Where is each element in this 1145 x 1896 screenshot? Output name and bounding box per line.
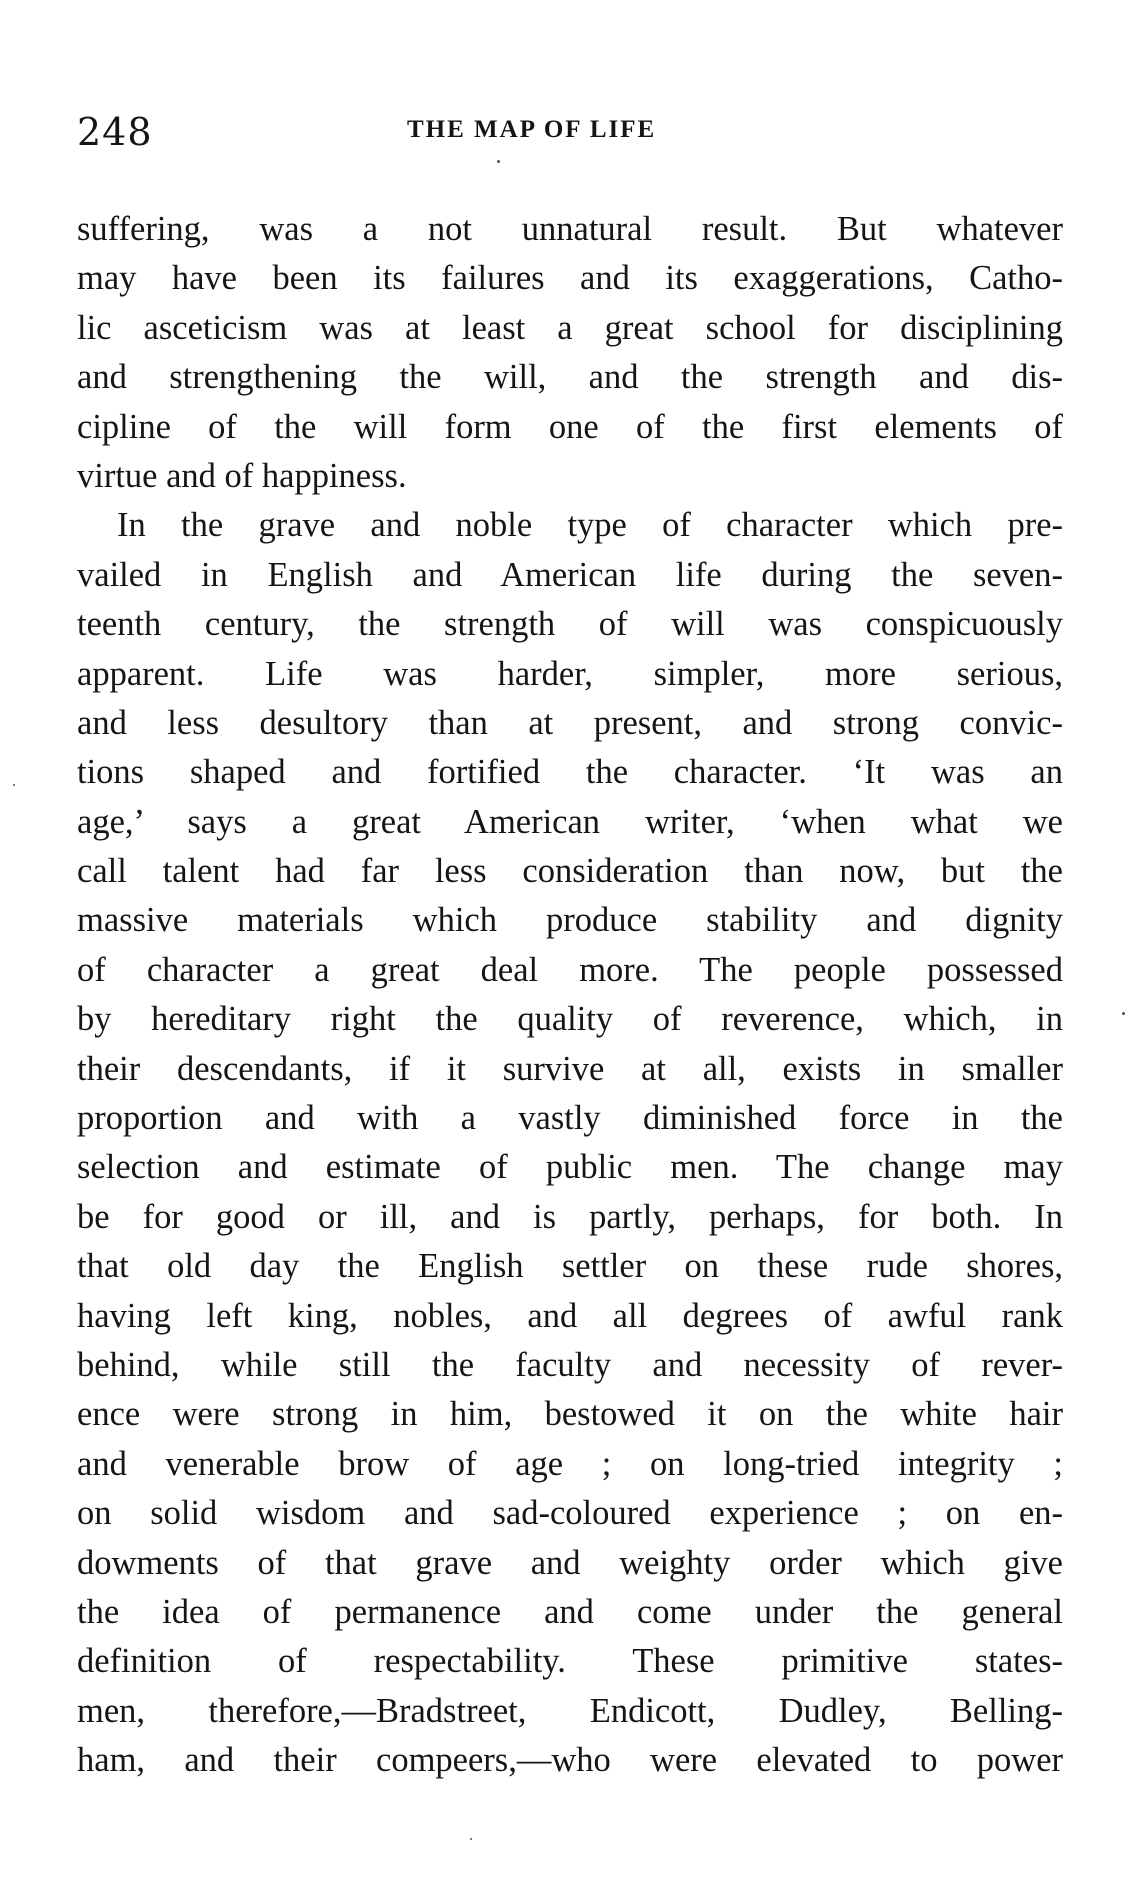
text-line: age,’ says a great American writer, ‘when what we <box>77 802 1063 841</box>
paper-speck <box>470 1838 472 1840</box>
text-line: and less desultory than at present, and strong convic- <box>77 703 1063 742</box>
text-line: virtue and of happiness. <box>77 456 407 495</box>
text-line: teenth century, the strength of will was conspicuously <box>77 605 1063 644</box>
text-line: by hereditary right the quality of reverence, which, in <box>77 1000 1063 1039</box>
text-line: the idea of permanence and come under the general <box>77 1592 1063 1631</box>
text-line: call talent had far less consideration than now, but the <box>77 852 1063 891</box>
running-head: THE MAP OF LIFE <box>407 116 657 143</box>
text-line: behind, while still the faculty and necessity of rever- <box>77 1345 1063 1384</box>
text-line: lic asceticism was at least a great school for disciplining <box>77 308 1063 347</box>
body-text <box>77 205 1063 1786</box>
text-line: selection and estimate of public men. The change may <box>77 1148 1063 1187</box>
text-line: their descendants, if it survive at all, exists in smaller <box>77 1049 1063 1088</box>
page-number: 248 <box>77 110 153 154</box>
text-line: definition of respectability. These primitive states- <box>77 1642 1063 1681</box>
text-line: vailed in English and American life during the seven- <box>77 555 1063 594</box>
text-line: may have been its failures and its exaggerations, Catho- <box>77 259 1063 298</box>
paper-speck <box>1122 1012 1125 1015</box>
text-line: cipline of the will form one of the first elements of <box>77 407 1063 446</box>
text-line: ham, and their compeers,—who were elevated to power <box>77 1741 1063 1780</box>
text-line: that old day the English settler on these rude shores, <box>77 1247 1063 1286</box>
text-line: of character a great deal more. The people possessed <box>77 950 1063 989</box>
text-line: and venerable brow of age ; on long-tried integrity ; <box>77 1444 1063 1483</box>
text-line: ence were strong in him, bestowed it on the white hair <box>77 1395 1063 1434</box>
paper-speck <box>497 160 500 163</box>
text-line: on solid wisdom and sad-coloured experience ; on en- <box>77 1494 1063 1533</box>
text-line: having left king, nobles, and all degrees of awful rank <box>77 1296 1063 1335</box>
text-line: apparent. Life was harder, simpler, more serious, <box>77 654 1063 693</box>
text-line: be for good or ill, and is partly, perhaps, for both. In <box>77 1197 1063 1236</box>
text-line: and strengthening the will, and the strength and dis- <box>77 358 1063 397</box>
page-header <box>77 110 1067 160</box>
text-line: proportion and with a vastly diminished force in the <box>77 1099 1063 1138</box>
text-line: tions shaped and fortified the character. ‘It was an <box>77 753 1063 792</box>
paragraph-2 <box>77 501 1063 1785</box>
text-line: In the grave and noble type of character which pre- <box>117 506 1063 545</box>
paragraph-1 <box>77 205 1063 501</box>
text-line: suffering, was a not unnatural result. But whatever <box>77 210 1063 248</box>
text-line: men, therefore,—Bradstreet, Endicott, Dudley, Belling- <box>77 1691 1063 1730</box>
text-line: dowments of that grave and weighty order which give <box>77 1543 1063 1582</box>
paper-speck <box>13 784 15 786</box>
text-line: massive materials which produce stability and dignity <box>77 901 1063 940</box>
